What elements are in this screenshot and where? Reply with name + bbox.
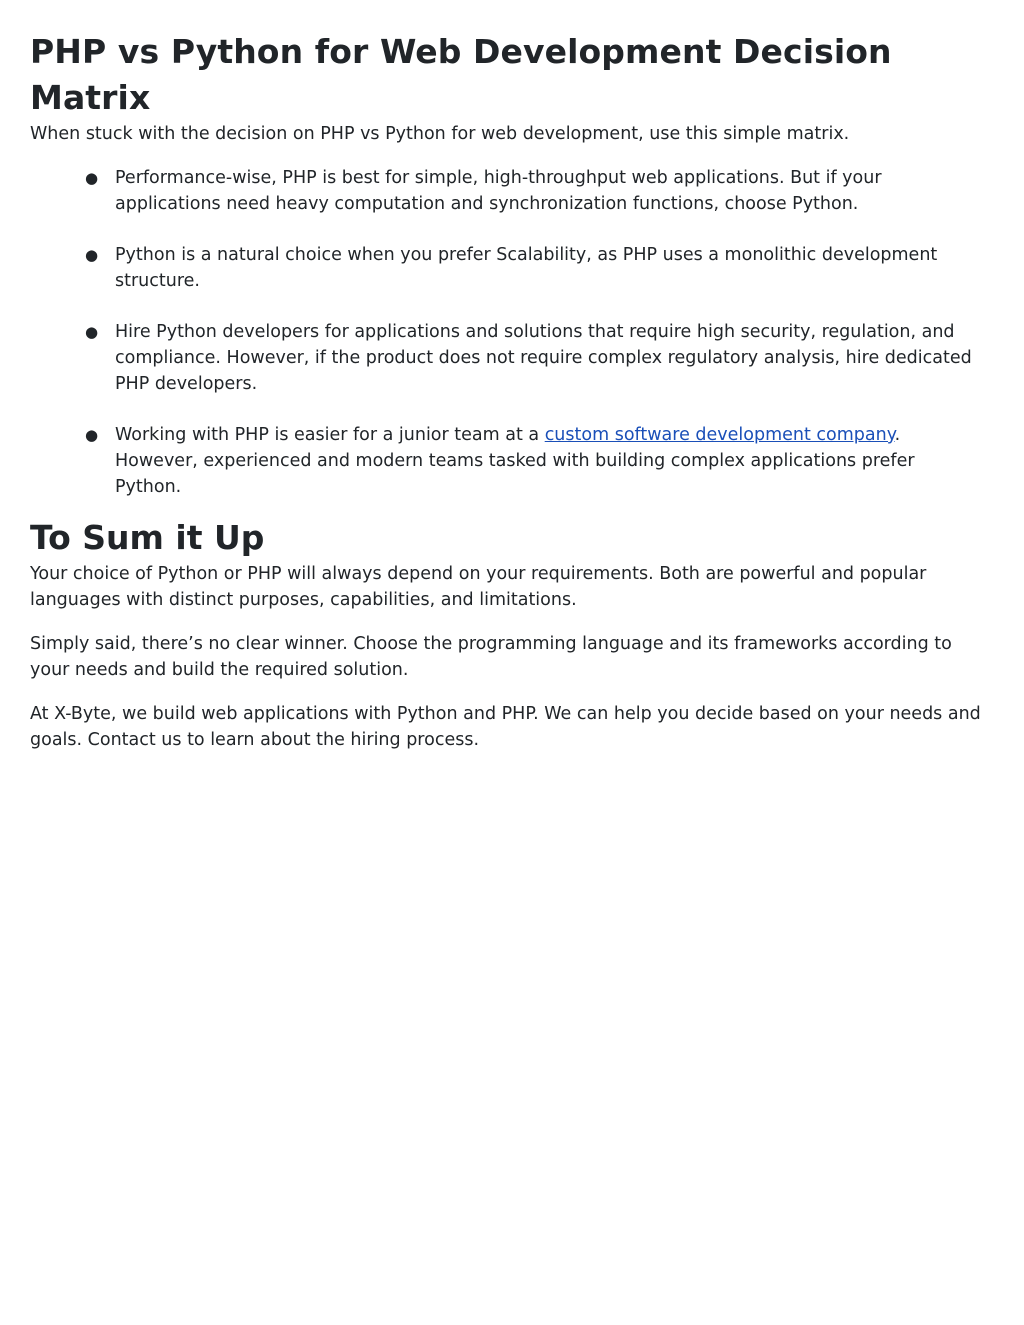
bullet-icon: ●	[85, 246, 99, 264]
bullet-icon: ●	[85, 426, 99, 444]
list-item-text-before: Working with PHP is easier for a junior team at a	[115, 425, 545, 445]
bullet-icon: ●	[85, 169, 99, 187]
summary-paragraph: Simply said, there’s no clear winner. Choose the programming language and its frameworks according to your needs and build the required solution.	[30, 634, 952, 680]
list-item	[85, 319, 984, 397]
bullet-icon: ●	[85, 323, 99, 341]
list-item	[85, 165, 984, 217]
list-item	[85, 242, 984, 294]
intro-paragraph: When stuck with the decision on PHP vs Python for web development, use this simple matrix.	[30, 124, 850, 144]
page-title: PHP vs Python for Web Development Decision Matrix	[30, 32, 892, 117]
list-item-text: Python is a natural choice when you prefer Scalability, as PHP uses a monolithic development structure.	[115, 245, 938, 291]
list-item-text-after: . However, experienced and modern teams tasked with building complex applications prefer Python.	[115, 425, 915, 497]
list-item	[85, 422, 984, 500]
summary-paragraph: At X-Byte, we build web applications with Python and PHP. We can help you decide based on your needs and goals. Contact us to learn about the hiring process.	[30, 704, 981, 750]
summary-heading: To Sum it Up	[30, 518, 265, 557]
list-item-text: Hire Python developers for applications and solutions that require high security, regulation, and compliance. However, if the product does not require complex regulatory analysis, hire dedicated PHP developers.	[115, 322, 972, 394]
summary-paragraph: Your choice of Python or PHP will always depend on your requirements. Both are powerful and popular languages with distinct purposes, capabilities, and limitations.	[30, 564, 927, 610]
decision-matrix-list	[30, 165, 984, 500]
custom-software-development-link[interactable]: custom software development company	[544, 425, 895, 445]
list-item-text: Performance-wise, PHP is best for simple, high-throughput web applications. But if your applications need heavy computation and synchronization functions, choose Python.	[115, 168, 882, 214]
